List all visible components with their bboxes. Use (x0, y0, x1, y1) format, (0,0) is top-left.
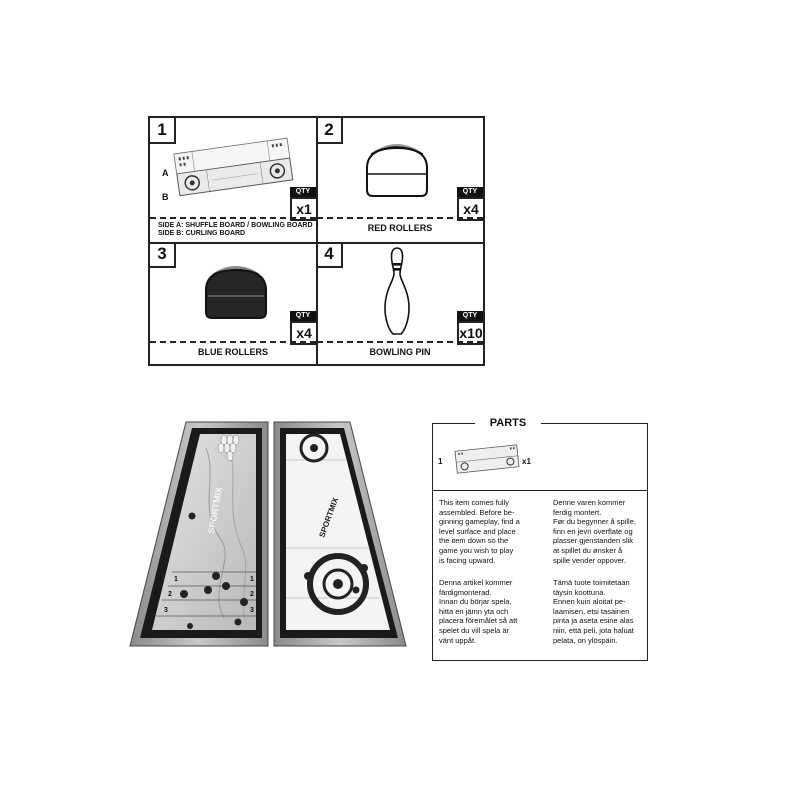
qty-box (457, 187, 483, 221)
text-english: This item comes fully assembled. Before be- ginning gameplay, find a level surface and place the item down so the game you wish to play is facing upward. (439, 498, 520, 565)
bowling-board (130, 422, 268, 646)
lane-number: 1 (174, 576, 178, 583)
divider (150, 217, 316, 219)
qty-label: QTY (290, 187, 316, 197)
text-finnish: Tämä tuote toimitetaan täysin koottuna. Ennen kuin aloitat pe- laamisen, etsi tasainen pinta ja aseta esine alas niin, että peli, jota haluat pelata, on ylöspäin. (553, 578, 634, 645)
qty-label: QTY (457, 187, 483, 197)
text-swedish: Denna artikel kommer färdigmonterad. Innan du börjar spela, hitta en jämn yta och placera föremålet så att spelet du vill spela är vänt uppåt. (439, 578, 518, 645)
parts-info-card (432, 423, 648, 661)
part-red-rollers-cell (317, 118, 483, 244)
part-blue-rollers-cell (150, 242, 318, 365)
caption-side-a: SIDE A: SHUFFLE BOARD / BOWLING BOARD (158, 222, 313, 229)
part-number: 1 (150, 118, 176, 144)
text-norwegian: Denne varen kommer ferdig montert. Før du begynner å spille, finn en jevn overflate og plasser gjenstanden slik at spillet du ønsker å spille vender oppover. (553, 498, 636, 565)
qty-box (290, 187, 316, 221)
qty-value: x4 (290, 321, 316, 345)
caption-side-b: SIDE B: CURLING BOARD (158, 230, 246, 237)
board-logo: SPORTMIX (206, 486, 225, 535)
qty-box (290, 311, 316, 345)
qty-box (457, 311, 483, 345)
part-caption: BLUE ROLLERS (197, 347, 268, 357)
lane-number: 3 (164, 607, 168, 614)
qty-value: x4 (457, 197, 483, 221)
part-number: 4 (317, 242, 343, 268)
parts-grid (148, 116, 485, 366)
product-photo (128, 418, 408, 650)
card-item-number: 1 (438, 457, 443, 466)
part-number: 3 (150, 242, 176, 268)
part-number: 2 (317, 118, 343, 144)
card-divider (433, 490, 647, 491)
divider (317, 341, 483, 343)
lane-number: 3 (250, 607, 254, 614)
board-thumbnail (453, 442, 521, 476)
board-illustration (170, 124, 296, 204)
curling-board (274, 422, 406, 646)
qty-label: QTY (457, 311, 483, 321)
board-logo: SPORTMIX (317, 496, 341, 539)
divider (150, 341, 316, 343)
side-a-marker: A (162, 168, 169, 178)
qty-value: x10 (457, 321, 483, 345)
part-bowling-pin-cell (317, 242, 483, 365)
part-caption: RED ROLLERS (367, 223, 433, 233)
lane-number: 2 (250, 591, 254, 598)
blue-roller-illustration (202, 254, 270, 320)
bowling-pin-icon (381, 246, 413, 336)
lane-number: 2 (168, 591, 172, 598)
qty-value: x1 (290, 197, 316, 221)
lane-number: 1 (250, 576, 254, 583)
part-caption (158, 222, 313, 238)
card-item-qty: x1 (522, 457, 531, 466)
side-b-marker: B (162, 192, 169, 202)
card-title: PARTS (475, 415, 541, 431)
part-board-cell (150, 118, 318, 244)
red-roller-illustration (363, 132, 431, 198)
qty-label: QTY (290, 311, 316, 321)
divider (317, 217, 483, 219)
part-caption: BOWLING PIN (369, 347, 431, 357)
